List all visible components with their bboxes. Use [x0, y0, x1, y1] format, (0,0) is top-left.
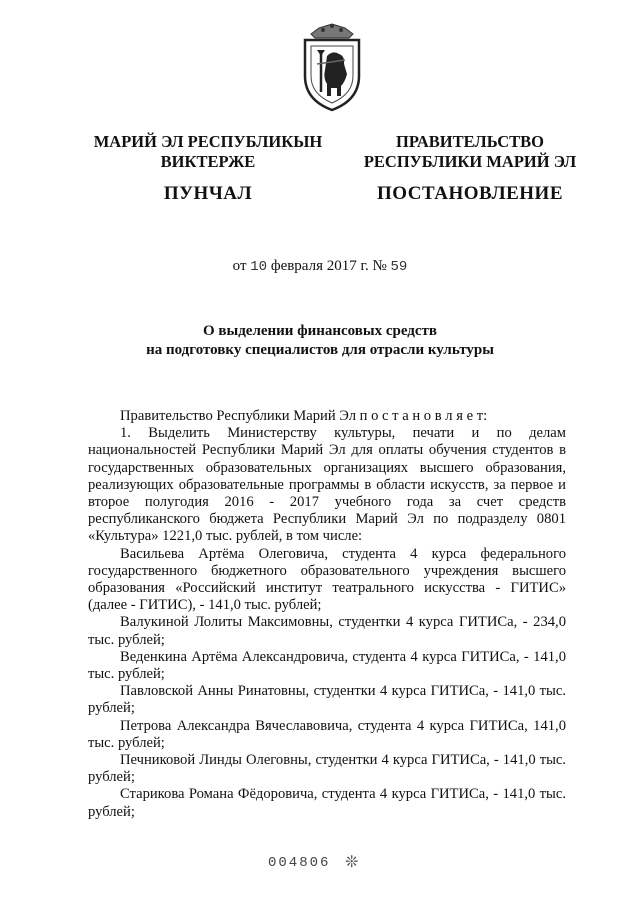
ornament-mark: ❊ [345, 854, 359, 871]
body-paragraph: Валукиной Лолиты Максимовны, студентки 4 курса ГИТИСа, - 234,0 тыс. рублей; [88, 614, 566, 648]
title-line1: О выделении финансовых средств [202, 323, 438, 339]
document-title [0, 322, 640, 360]
body-paragraph: Павловской Анны Ринатовны, студентки 4 курса ГИТИСа, - 141,0 тыс. рублей; [88, 683, 566, 717]
body-paragraph: Васильева Артёма Олеговича, студента 4 курса федерального государственного бюджетного образовательного учреждения высшего образования «Российский институт театрального искусства - ГИТИС» (далее - ГИТИС), - 141,0 тыс. рублей; [88, 545, 566, 614]
header-right-line2: РЕСПУБЛИКИ МАРИЙ ЭЛ [363, 152, 577, 171]
header-left-line1: МАРИЙ ЭЛ РЕСПУБЛИКЫН [93, 132, 323, 151]
body-paragraph: Старикова Романа Фёдоровича, студента 4 курса ГИТИСа, - 141,0 тыс. рублей; [88, 786, 566, 820]
serial-number: 004806 [268, 855, 331, 871]
body-paragraph: Печниковой Линды Олеговны, студентки 4 курса ГИТИСа, - 141,0 тыс. рублей; [88, 752, 566, 786]
dateline-month-year: февраля 2017 г. № [270, 258, 387, 274]
body-paragraph: 1. Выделить Министерству культуры, печати и по делам национальностей Республики Марий Эл для оплаты обучения студентов в государственных образовательных организациях высшего образования, реализующих образовательные программы в области искусств, за первое и второе полугодия 2016 - 2017 учебного года за счет средств республиканского бюджета Республики Марий Эл по подразделу 0801 «Культура» 1221,0 тыс. рублей, в том числе: [88, 425, 566, 545]
header-left-block [88, 132, 328, 204]
header-right-block [350, 132, 590, 204]
header-right-line1: ПРАВИТЕЛЬСТВО [396, 132, 544, 151]
body-paragraph: Правительство Республики Марий Эл п о с т а н о в л я е т: [120, 408, 488, 424]
dateline-prefix: от [232, 258, 247, 274]
dateline-number: 59 [390, 259, 408, 275]
title-line2: на подготовку специалистов для отрасли культуры [146, 342, 494, 358]
document-body [88, 408, 566, 821]
coat-of-arms-emblem [297, 20, 367, 112]
header-left-line2: ВИКТЕРЖЕ [160, 152, 256, 171]
document-dateline [0, 258, 640, 275]
body-paragraph: Веденкина Артёма Александровича, студента 4 курса ГИТИСа, - 141,0 тыс. рублей; [88, 648, 566, 683]
body-paragraph: Петрова Александра Вячеславовича, студента 4 курса ГИТИСа, 141,0 тыс. рублей; [88, 717, 566, 751]
header-right-doc-type: ПОСТАНОВЛЕНИЕ [376, 183, 564, 204]
dateline-day: 10 [250, 259, 268, 275]
header-left-doc-type: ПУНЧАЛ [163, 183, 253, 204]
